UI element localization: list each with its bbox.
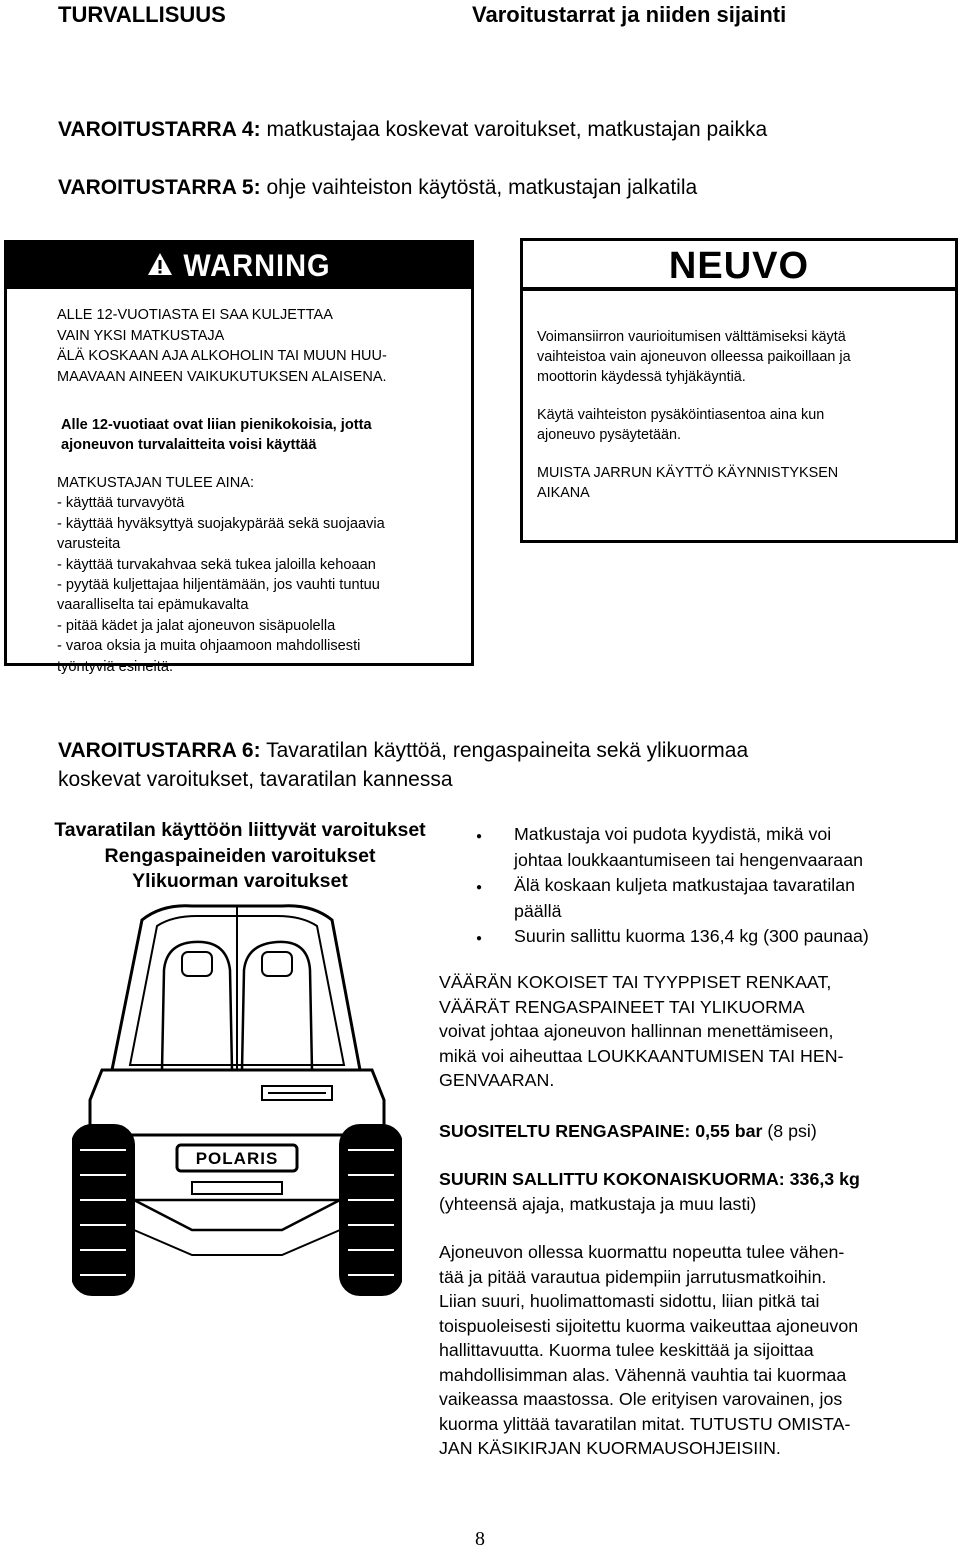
- header-page-title: Varoitustarrat ja niiden sijainti: [472, 2, 787, 27]
- cargo-warning-line: VÄÄRÄN KOKOISET TAI TYYPPISET RENKAAT,: [439, 972, 832, 992]
- max-load-label: SUURIN SALLITTU KOKONAISKUORMA: 336,3 kg: [439, 1169, 860, 1189]
- warning-list-line: - käyttää turvavyötä: [57, 495, 185, 512]
- bullet-line: ● Matkustaja voi pudota kyydistä, mikä voi: [514, 824, 832, 844]
- notice-line: AIKANA: [537, 485, 590, 501]
- warning-caps-line: VAIN YKSI MATKUSTAJA: [57, 327, 225, 344]
- notice-line: ajoneuvo pysäytetään.: [537, 427, 682, 443]
- header-section-title: TURVALLISUUS: [58, 2, 226, 27]
- max-load-note: (yhteensä ajaja, matkustaja ja muu lasti): [439, 1193, 757, 1214]
- warning-list-line: varusteita: [57, 536, 121, 553]
- advice-line: kuorma ylittää tavaratilan mitat. TUTUSTU OMISTA-: [439, 1413, 851, 1434]
- advice-line: hallittavuutta. Kuorma tulee keskittää ja sijoittaa: [439, 1340, 814, 1360]
- grille-badge-text: POLARIS: [195, 1149, 279, 1168]
- warning-list-line: MATKUSTAJAN TULEE AINA:: [57, 475, 255, 491]
- page-number: 8: [475, 1528, 485, 1550]
- bullet-line: ● Älä koskaan kuljeta matkustajaa tavaratilan: [514, 875, 855, 895]
- notice-line: MUISTA JARRUN KÄYTTÖ KÄYNNISTYKSEN: [537, 465, 839, 481]
- notice-line: Voimansiirron vaurioitumisen välttämiseksi käytä: [537, 329, 846, 345]
- list-item: [470, 822, 950, 873]
- notice-label: [520, 238, 958, 543]
- section-5-text: ohje vaihteiston käytöstä, matkustajan jalkatila: [260, 176, 698, 199]
- notice-line: vaihteistoa vain ajoneuvon olleessa paikoillaan ja: [537, 349, 851, 365]
- warning-title: WARNING: [183, 247, 331, 284]
- notice-divider: [523, 287, 955, 291]
- section-6-text-cont: koskevat varoitukset, tavaratilan kannessa: [58, 768, 453, 791]
- vehicle-rear-illustration: [72, 900, 402, 1305]
- list-item: [470, 873, 950, 924]
- advice-line: toispuoleisesti sijoitettu kuorma vaikeuttaa ajoneuvon: [439, 1315, 859, 1336]
- tire-pressure-label: SUOSITELTU RENGASPAINE: 0,55 bar: [439, 1121, 763, 1141]
- warning-caps-line: ALLE 12-VUOTIASTA EI SAA KULJETTAA: [57, 307, 333, 323]
- cargo-warning-line: GENVAARAN.: [439, 1070, 555, 1090]
- notice-line: Käytä vaihteiston pysäköintiasentoa aina kun: [537, 407, 825, 423]
- max-load-block: [439, 1167, 959, 1216]
- tire-pressure-extra: (8 psi): [762, 1121, 817, 1141]
- section-6-text: Tavaratilan käyttöä, rengaspaineita sekä ylikuormaa: [260, 739, 749, 762]
- warning-list-line: - varoa oksia ja muita ohjaamoon mahdollisesti: [57, 638, 361, 655]
- section-5-heading: [58, 176, 697, 200]
- notice-line: moottorin käydessä tyhjäkäyntiä.: [537, 369, 746, 385]
- advice-line: mahdollisimman alas. Vähennä vauhtia tai kuormaa: [439, 1364, 847, 1385]
- cargo-bullet-list: [470, 822, 950, 950]
- warning-bold-text: [61, 415, 471, 456]
- list-item: [470, 924, 950, 950]
- warning-bold-line: ajoneuvon turvalaitteita voisi käyttää: [61, 437, 317, 454]
- cargo-warning-line: voivat johtaa ajoneuvon hallinnan menettämiseen,: [439, 1021, 834, 1041]
- advice-line: Ajoneuvon ollessa kuormattu nopeutta tulee vähen-: [439, 1242, 845, 1262]
- warning-triangle-icon: [147, 252, 173, 281]
- cargo-title-line: Ylikuorman varoitukset: [132, 870, 348, 892]
- tire-pressure-line: [439, 1119, 959, 1144]
- warning-caps-text: [57, 305, 467, 387]
- warning-title-bar: [7, 243, 471, 289]
- warning-list-line: - käyttää turvakahvaa sekä tukea jaloilla kehoaan: [57, 556, 376, 573]
- warning-list-line: - käyttää hyväksyttyä suojakypärää sekä suojaavia: [57, 515, 385, 532]
- section-4-text: matkustajaa koskevat varoitukset, matkustajan paikka: [260, 118, 768, 141]
- warning-bold-line: Alle 12-vuotiaat ovat liian pienikokoisia, jotta: [61, 417, 372, 433]
- bullet-line: johtaa loukkaantumiseen tai hengenvaaraan: [514, 849, 863, 870]
- warning-list-line: - pyytää kuljettajaa hiljentämään, jos vauhti tuntuu: [57, 577, 380, 594]
- cargo-warning-text: [439, 970, 959, 1093]
- section-5-label: VAROITUSTARRA 5:: [58, 176, 261, 199]
- section-4-heading: [58, 118, 767, 142]
- warning-list-line: vaaralliselta tai epämukavalta: [57, 597, 249, 614]
- notice-paragraph-2: [537, 405, 947, 445]
- bullet-line: ● Suurin sallittu kuorma 136,4 kg (300 paunaa): [514, 926, 869, 946]
- advice-line: tää ja pitää varautua pidempiin jarrutusmatkoihin.: [439, 1266, 827, 1287]
- warning-caps-line: ÄLÄ KOSKAAN AJA ALKOHOLIN TAI MUUN HUU-: [57, 348, 387, 364]
- load-advice-text: [439, 1240, 959, 1461]
- notice-paragraph-1: [537, 327, 947, 387]
- notice-title: NEUVO: [668, 245, 810, 287]
- warning-caps-line: MAAVAAN AINEEN VAIKUKUTUKSEN ALAISENA.: [57, 368, 387, 385]
- cargo-label-title: [0, 818, 480, 895]
- advice-line: vaikeassa maastossa. Ole erityisen varovainen, jos: [439, 1389, 843, 1409]
- section-6-label: VAROITUSTARRA 6:: [58, 739, 261, 762]
- advice-line: Liian suuri, huolimattomasti sidottu, liian pitkä tai: [439, 1291, 820, 1311]
- bullet-line: päällä: [514, 900, 562, 921]
- section-4-label: VAROITUSTARRA 4:: [58, 118, 261, 141]
- warning-list: [57, 473, 467, 677]
- section-6-heading: [58, 736, 748, 794]
- cargo-warning-line: mikä voi aiheuttaa LOUKKAANTUMISEN TAI HEN-: [439, 1045, 844, 1066]
- warning-label: [4, 240, 474, 675]
- cargo-title-line: Tavaratilan käyttöön liittyvät varoitukset: [54, 819, 426, 841]
- cargo-warning-line: VÄÄRÄT RENGASPAINEET TAI YLIKUORMA: [439, 996, 805, 1017]
- notice-paragraph-3: [537, 463, 947, 503]
- advice-line: JAN KÄSIKIRJAN KUORMAUSOHJEISIIN.: [439, 1438, 781, 1458]
- warning-list-line: työntyviä esineitä.: [57, 658, 174, 675]
- cargo-title-line: Rengaspaineiden varoitukset: [104, 844, 376, 867]
- warning-list-line: - pitää kädet ja jalat ajoneuvon sisäpuolella: [57, 617, 336, 634]
